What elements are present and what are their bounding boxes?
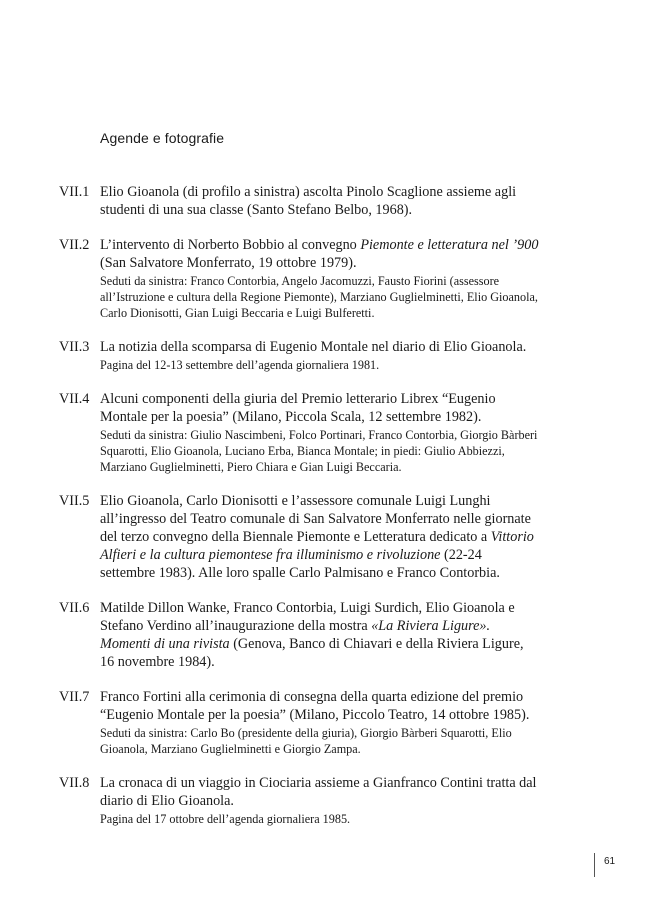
caption-entry xyxy=(59,774,539,827)
caption-subtext: Pagina del 12-13 settembre dell’agenda giornaliera 1981. xyxy=(100,358,380,372)
caption-text-segment: (Genova, Banco di Chiavari e della Riviera Ligure, 16 novembre 1984). xyxy=(100,636,524,670)
caption-text-segment: Matilde Dillon Wanke, Franco Contorbia, Luigi Surdich, Elio Gioanola e Stefano Verdino all’inaugurazione della mostra xyxy=(100,600,515,634)
caption-title-italic: Piemonte e letteratura nel ’900 xyxy=(360,237,539,253)
caption-subtext: Seduti da sinistra: Franco Contorbia, Angelo Jacomuzzi, Fausto Fiorini (assessore all’Istruzione e cultura della Regione Piemonte), Marziano Guglielminetti, Elio Gioanola, Carlo Dionisotti, Gian Luigi Beccaria e Luigi Bulferetti. xyxy=(100,274,538,320)
caption-text-segment: (22-24 settembre 1983). Alle loro spalle Carlo Palmisano e Franco Contorbia. xyxy=(100,547,500,581)
caption-title-italic: «La Riviera Ligure». Momenti di una rivista xyxy=(100,618,491,652)
caption-text-segment: La notizia della scomparsa di Eugenio Montale nel diario di Elio Gioanola. xyxy=(100,339,527,355)
caption-text-segment: Alcuni componenti della giuria del Premio letterario Librex “Eugenio Montale per la poesia” (Milano, Piccola Scala, 12 settembre 1982). xyxy=(100,391,496,425)
caption-entry xyxy=(59,390,539,475)
caption-number: VII.5 xyxy=(59,493,90,509)
caption-entry xyxy=(59,338,539,373)
caption-text-segment: Elio Gioanola, Carlo Dionisotti e l’assessore comunale Luigi Lunghi all’ingresso del Teatro comunale di San Salvatore Monferrato nelle giornate del terzo convegno della Biennale Piemonte e Letteratura dedicato a xyxy=(100,493,531,545)
caption-entry xyxy=(59,492,539,582)
footer-rule xyxy=(594,853,595,877)
caption-number: VII.2 xyxy=(59,237,90,253)
caption-text xyxy=(100,236,539,272)
caption-number: VII.3 xyxy=(59,339,90,355)
caption-number: VII.1 xyxy=(59,184,90,200)
caption-entry xyxy=(59,599,539,671)
caption-text xyxy=(100,338,539,356)
caption-entry xyxy=(59,183,539,219)
caption-number: VII.4 xyxy=(59,391,90,407)
caption-text-segment: Franco Fortini alla cerimonia di consegna della quarta edizione del premio “Eugenio Montale per la poesia” (Milano, Piccolo Teatro, 14 ottobre 1985). xyxy=(100,689,530,723)
caption-text xyxy=(100,599,539,671)
caption-text-segment: L’intervento di Norberto Bobbio al convegno xyxy=(100,237,361,253)
caption-subtext: Pagina del 17 ottobre dell’agenda giornaliera 1985. xyxy=(100,812,351,826)
caption-number: VII.8 xyxy=(59,775,90,791)
caption-text xyxy=(100,183,539,219)
caption-text xyxy=(100,390,539,426)
caption-entry xyxy=(59,688,539,757)
caption-text-segment: Elio Gioanola (di profilo a sinistra) ascolta Pinolo Scaglione assieme agli studenti di una sua classe (Santo Stefano Belbo, 1968). xyxy=(100,184,517,218)
page-number: 61 xyxy=(604,856,616,867)
section-heading: Agende e fotografie xyxy=(100,130,225,146)
caption-text xyxy=(100,774,539,810)
caption-list xyxy=(59,183,539,844)
caption-subtext: Seduti da sinistra: Carlo Bo (presidente della giuria), Giorgio Bàrberi Squarotti, Elio Gioanola, Marziano Guglielminetti e Giorgio Zampa. xyxy=(100,726,512,756)
caption-text xyxy=(100,492,539,582)
caption-text xyxy=(100,688,539,724)
caption-title-italic: Vittorio Alfieri e la cultura piemontese fra illuminismo e rivoluzione xyxy=(100,529,534,563)
caption-text-segment: (San Salvatore Monferrato, 19 ottobre 1979). xyxy=(100,255,357,271)
caption-entry xyxy=(59,236,539,321)
caption-number: VII.7 xyxy=(59,689,90,705)
caption-text-segment: La cronaca di un viaggio in Ciociaria assieme a Gianfranco Contini tratta dal diario di Elio Gioanola. xyxy=(100,775,537,809)
caption-number: VII.6 xyxy=(59,600,90,616)
caption-subtext: Seduti da sinistra: Giulio Nascimbeni, Folco Portinari, Franco Contorbia, Giorgio Bàrberi Squarotti, Elio Gioanola, Luciano Erba, Bianca Montale; in piedi: Giulio Abbiezzi, Marziano Guglielminetti, Piero Chiara e Gian Luigi Beccaria. xyxy=(100,428,538,474)
